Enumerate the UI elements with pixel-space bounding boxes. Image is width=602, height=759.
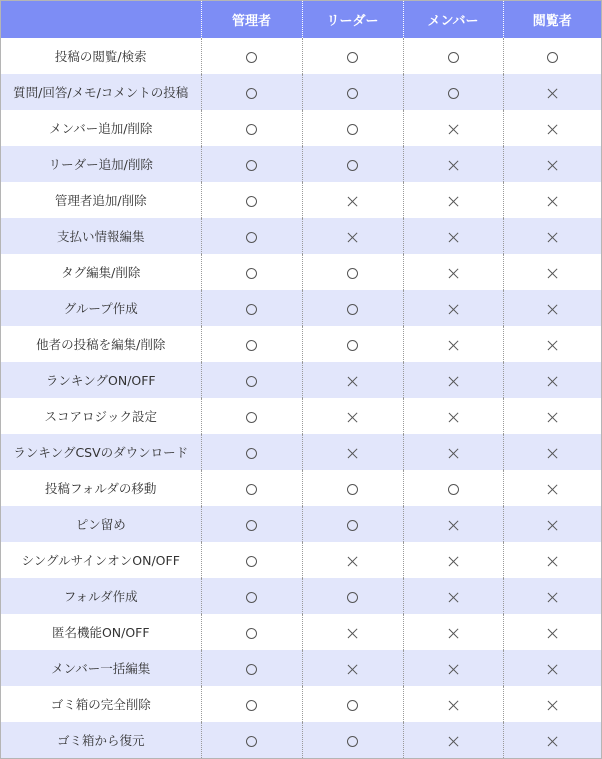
feature-label: ランキングON/OFF xyxy=(1,362,201,398)
permission-cell-member xyxy=(403,74,503,110)
permission-cell-member xyxy=(403,398,503,434)
feature-label: グループ作成 xyxy=(1,290,201,326)
header-admin: 管理者 xyxy=(201,1,302,38)
circle-icon xyxy=(347,736,358,747)
feature-label: 支払い情報編集 xyxy=(1,218,201,254)
permission-cell-member xyxy=(403,290,503,326)
feature-label: ピン留め xyxy=(1,506,201,542)
cross-icon xyxy=(448,304,459,315)
permission-cell-admin xyxy=(201,362,302,398)
circle-icon xyxy=(246,88,257,99)
table-row xyxy=(1,110,601,146)
permission-cell-member xyxy=(403,542,503,578)
permission-cell-viewer xyxy=(503,506,601,542)
cross-icon xyxy=(547,88,558,99)
circle-icon xyxy=(246,196,257,207)
circle-icon xyxy=(246,340,257,351)
feature-label: リーダー追加/削除 xyxy=(1,146,201,182)
permission-cell-viewer xyxy=(503,614,601,650)
permission-cell-member xyxy=(403,182,503,218)
permission-cell-leader xyxy=(302,470,403,506)
cross-icon xyxy=(547,628,558,639)
cross-icon xyxy=(448,700,459,711)
table-row xyxy=(1,182,601,218)
permission-cell-leader xyxy=(302,362,403,398)
cross-icon xyxy=(547,448,558,459)
table-row xyxy=(1,74,601,110)
permission-cell-leader xyxy=(302,578,403,614)
permission-cell-viewer xyxy=(503,74,601,110)
cross-icon xyxy=(547,196,558,207)
table-row xyxy=(1,722,601,758)
permission-cell-member xyxy=(403,506,503,542)
cross-icon xyxy=(448,412,459,423)
header-viewer: 閲覧者 xyxy=(503,1,601,38)
circle-icon xyxy=(246,232,257,243)
cross-icon xyxy=(347,628,358,639)
feature-label: フォルダ作成 xyxy=(1,578,201,614)
permission-cell-viewer xyxy=(503,398,601,434)
permission-cell-admin xyxy=(201,38,302,74)
permission-cell-member xyxy=(403,38,503,74)
permission-cell-leader xyxy=(302,506,403,542)
circle-icon xyxy=(246,628,257,639)
feature-label: ランキングCSVのダウンロード xyxy=(1,434,201,470)
table-row xyxy=(1,506,601,542)
feature-label: 質問/回答/メモ/コメントの投稿 xyxy=(1,74,201,110)
circle-icon xyxy=(246,592,257,603)
feature-label: メンバー一括編集 xyxy=(1,650,201,686)
permission-cell-member xyxy=(403,434,503,470)
feature-label: シングルサインオンON/OFF xyxy=(1,542,201,578)
permission-cell-leader xyxy=(302,182,403,218)
permission-cell-admin xyxy=(201,686,302,722)
header-row xyxy=(1,1,601,38)
cross-icon xyxy=(547,736,558,747)
table-row xyxy=(1,398,601,434)
feature-label: 他者の投稿を編集/削除 xyxy=(1,326,201,362)
permission-cell-viewer xyxy=(503,722,601,758)
circle-icon xyxy=(347,268,358,279)
permission-cell-leader xyxy=(302,542,403,578)
cross-icon xyxy=(547,664,558,675)
permission-cell-member xyxy=(403,218,503,254)
permission-cell-leader xyxy=(302,38,403,74)
cross-icon xyxy=(448,196,459,207)
cross-icon xyxy=(547,520,558,531)
circle-icon xyxy=(347,304,358,315)
permission-cell-admin xyxy=(201,110,302,146)
cross-icon xyxy=(347,412,358,423)
cross-icon xyxy=(547,232,558,243)
feature-label: タグ編集/削除 xyxy=(1,254,201,290)
circle-icon xyxy=(347,520,358,531)
feature-label: メンバー追加/削除 xyxy=(1,110,201,146)
permission-cell-admin xyxy=(201,398,302,434)
permission-cell-leader xyxy=(302,254,403,290)
circle-icon xyxy=(246,520,257,531)
permission-cell-member xyxy=(403,146,503,182)
circle-icon xyxy=(347,340,358,351)
cross-icon xyxy=(347,448,358,459)
permission-cell-member xyxy=(403,686,503,722)
cross-icon xyxy=(347,196,358,207)
permission-cell-member xyxy=(403,470,503,506)
permission-cell-viewer xyxy=(503,686,601,722)
permission-cell-leader xyxy=(302,290,403,326)
permission-cell-viewer xyxy=(503,650,601,686)
permission-cell-leader xyxy=(302,614,403,650)
cross-icon xyxy=(547,556,558,567)
circle-icon xyxy=(347,592,358,603)
cross-icon xyxy=(448,592,459,603)
table-body xyxy=(1,38,601,758)
permission-cell-leader xyxy=(302,686,403,722)
circle-icon xyxy=(246,556,257,567)
cross-icon xyxy=(547,484,558,495)
permission-cell-viewer xyxy=(503,290,601,326)
circle-icon xyxy=(246,736,257,747)
permission-cell-member xyxy=(403,722,503,758)
permission-cell-viewer xyxy=(503,434,601,470)
table-row xyxy=(1,686,601,722)
permission-cell-member xyxy=(403,578,503,614)
circle-icon xyxy=(448,484,459,495)
cross-icon xyxy=(547,700,558,711)
cross-icon xyxy=(448,124,459,135)
permission-cell-viewer xyxy=(503,254,601,290)
circle-icon xyxy=(246,124,257,135)
table-row xyxy=(1,146,601,182)
permission-cell-viewer xyxy=(503,38,601,74)
table-header xyxy=(1,1,601,38)
cross-icon xyxy=(547,340,558,351)
header-corner xyxy=(1,1,201,38)
table-row xyxy=(1,434,601,470)
permission-cell-viewer xyxy=(503,110,601,146)
header-leader: リーダー xyxy=(302,1,403,38)
feature-label: 匿名機能ON/OFF xyxy=(1,614,201,650)
table-row xyxy=(1,290,601,326)
permission-cell-leader xyxy=(302,722,403,758)
circle-icon xyxy=(246,376,257,387)
permission-cell-admin xyxy=(201,614,302,650)
permission-cell-admin xyxy=(201,218,302,254)
circle-icon xyxy=(347,124,358,135)
permission-cell-viewer xyxy=(503,470,601,506)
permission-cell-viewer xyxy=(503,578,601,614)
feature-label: 管理者追加/削除 xyxy=(1,182,201,218)
cross-icon xyxy=(547,412,558,423)
permission-cell-admin xyxy=(201,434,302,470)
circle-icon xyxy=(347,484,358,495)
permission-cell-member xyxy=(403,326,503,362)
permission-cell-viewer xyxy=(503,326,601,362)
permissions-table xyxy=(1,1,601,758)
cross-icon xyxy=(448,160,459,171)
header-member: メンバー xyxy=(403,1,503,38)
permission-cell-member xyxy=(403,110,503,146)
cross-icon xyxy=(547,160,558,171)
feature-label: スコアロジック設定 xyxy=(1,398,201,434)
permission-cell-admin xyxy=(201,470,302,506)
circle-icon xyxy=(246,700,257,711)
permission-cell-leader xyxy=(302,398,403,434)
permission-cell-admin xyxy=(201,650,302,686)
permission-cell-admin xyxy=(201,254,302,290)
cross-icon xyxy=(448,664,459,675)
permission-cell-leader xyxy=(302,74,403,110)
permission-cell-admin xyxy=(201,146,302,182)
circle-icon xyxy=(246,484,257,495)
circle-icon xyxy=(246,412,257,423)
feature-label: ゴミ箱から復元 xyxy=(1,722,201,758)
circle-icon xyxy=(547,52,558,63)
permission-cell-admin xyxy=(201,182,302,218)
cross-icon xyxy=(448,448,459,459)
table-row xyxy=(1,650,601,686)
permission-cell-admin xyxy=(201,506,302,542)
circle-icon xyxy=(246,268,257,279)
table-row xyxy=(1,614,601,650)
circle-icon xyxy=(347,700,358,711)
permission-cell-viewer xyxy=(503,542,601,578)
permission-cell-admin xyxy=(201,290,302,326)
permission-cell-admin xyxy=(201,722,302,758)
table-row xyxy=(1,254,601,290)
circle-icon xyxy=(448,52,459,63)
cross-icon xyxy=(448,268,459,279)
table-row xyxy=(1,542,601,578)
cross-icon xyxy=(448,232,459,243)
cross-icon xyxy=(547,304,558,315)
cross-icon xyxy=(547,376,558,387)
permission-cell-admin xyxy=(201,578,302,614)
permission-cell-leader xyxy=(302,218,403,254)
cross-icon xyxy=(347,376,358,387)
permission-cell-viewer xyxy=(503,182,601,218)
cross-icon xyxy=(547,268,558,279)
cross-icon xyxy=(347,664,358,675)
permission-cell-viewer xyxy=(503,362,601,398)
cross-icon xyxy=(347,232,358,243)
permission-cell-leader xyxy=(302,146,403,182)
circle-icon xyxy=(246,52,257,63)
permission-cell-leader xyxy=(302,434,403,470)
permission-cell-viewer xyxy=(503,146,601,182)
permission-cell-leader xyxy=(302,110,403,146)
permission-cell-viewer xyxy=(503,218,601,254)
permission-cell-admin xyxy=(201,74,302,110)
circle-icon xyxy=(246,448,257,459)
feature-label: 投稿フォルダの移動 xyxy=(1,470,201,506)
circle-icon xyxy=(347,88,358,99)
permission-cell-member xyxy=(403,254,503,290)
circle-icon xyxy=(246,664,257,675)
permission-cell-member xyxy=(403,650,503,686)
circle-icon xyxy=(448,88,459,99)
cross-icon xyxy=(547,592,558,603)
circle-icon xyxy=(246,304,257,315)
table-row xyxy=(1,38,601,74)
cross-icon xyxy=(347,556,358,567)
permission-cell-admin xyxy=(201,542,302,578)
table-row xyxy=(1,362,601,398)
circle-icon xyxy=(246,160,257,171)
circle-icon xyxy=(347,160,358,171)
feature-label: ゴミ箱の完全削除 xyxy=(1,686,201,722)
table-row xyxy=(1,470,601,506)
cross-icon xyxy=(448,376,459,387)
feature-label: 投稿の閲覧/検索 xyxy=(1,38,201,74)
table-row xyxy=(1,326,601,362)
permission-cell-leader xyxy=(302,650,403,686)
cross-icon xyxy=(448,520,459,531)
permission-cell-member xyxy=(403,362,503,398)
cross-icon xyxy=(448,628,459,639)
cross-icon xyxy=(448,340,459,351)
permission-cell-admin xyxy=(201,326,302,362)
table-row xyxy=(1,218,601,254)
permission-cell-member xyxy=(403,614,503,650)
cross-icon xyxy=(448,736,459,747)
cross-icon xyxy=(547,124,558,135)
circle-icon xyxy=(347,52,358,63)
table-row xyxy=(1,578,601,614)
cross-icon xyxy=(448,556,459,567)
permission-cell-leader xyxy=(302,326,403,362)
